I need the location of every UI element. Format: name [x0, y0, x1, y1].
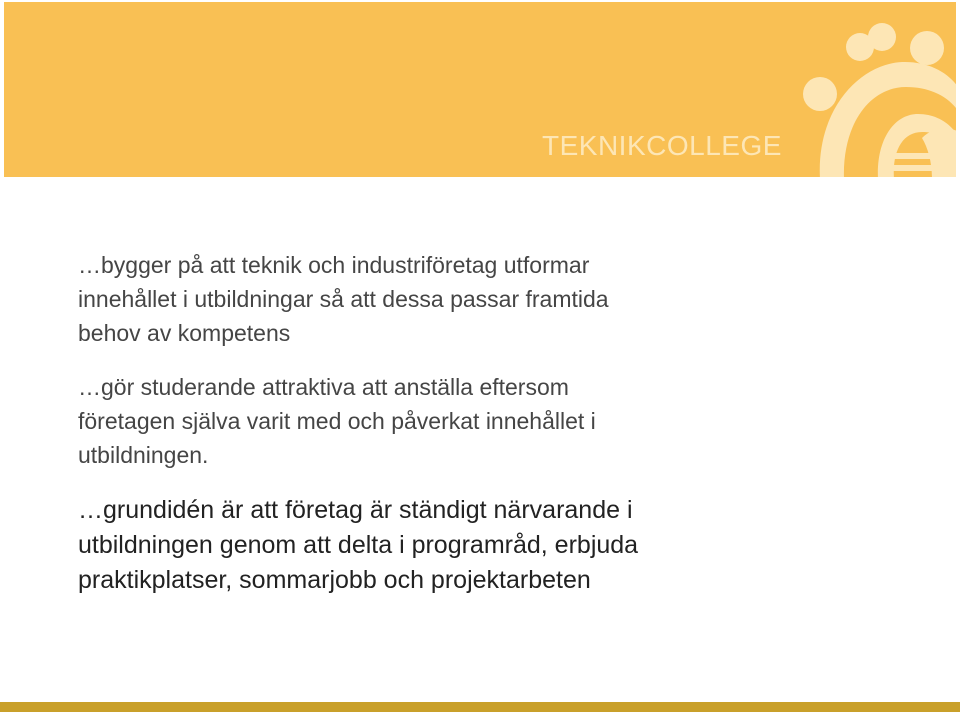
teknikcollege-logo-icon: [782, 14, 956, 177]
footer-band: [0, 702, 960, 712]
header-band: [4, 2, 956, 177]
paragraph-1: …bygger på att teknik och industriföretag utformar innehållet i utbildningar så att dessa passar framtida behov av kompetens: [78, 252, 609, 346]
body-text: [78, 248, 758, 598]
brand-name: TEKNIKCOLLEGE: [542, 130, 782, 161]
paragraph-2: …gör studerande attraktiva att anställa eftersom företagen själva varit med och påverkat innehållet i utbildningen.: [78, 374, 596, 468]
paragraph-3: …grundidén är att företag är ständigt närvarande i utbildningen genom att delta i programråd, erbjuda praktikplatser, sommarjobb och projektarbeten: [78, 496, 639, 594]
